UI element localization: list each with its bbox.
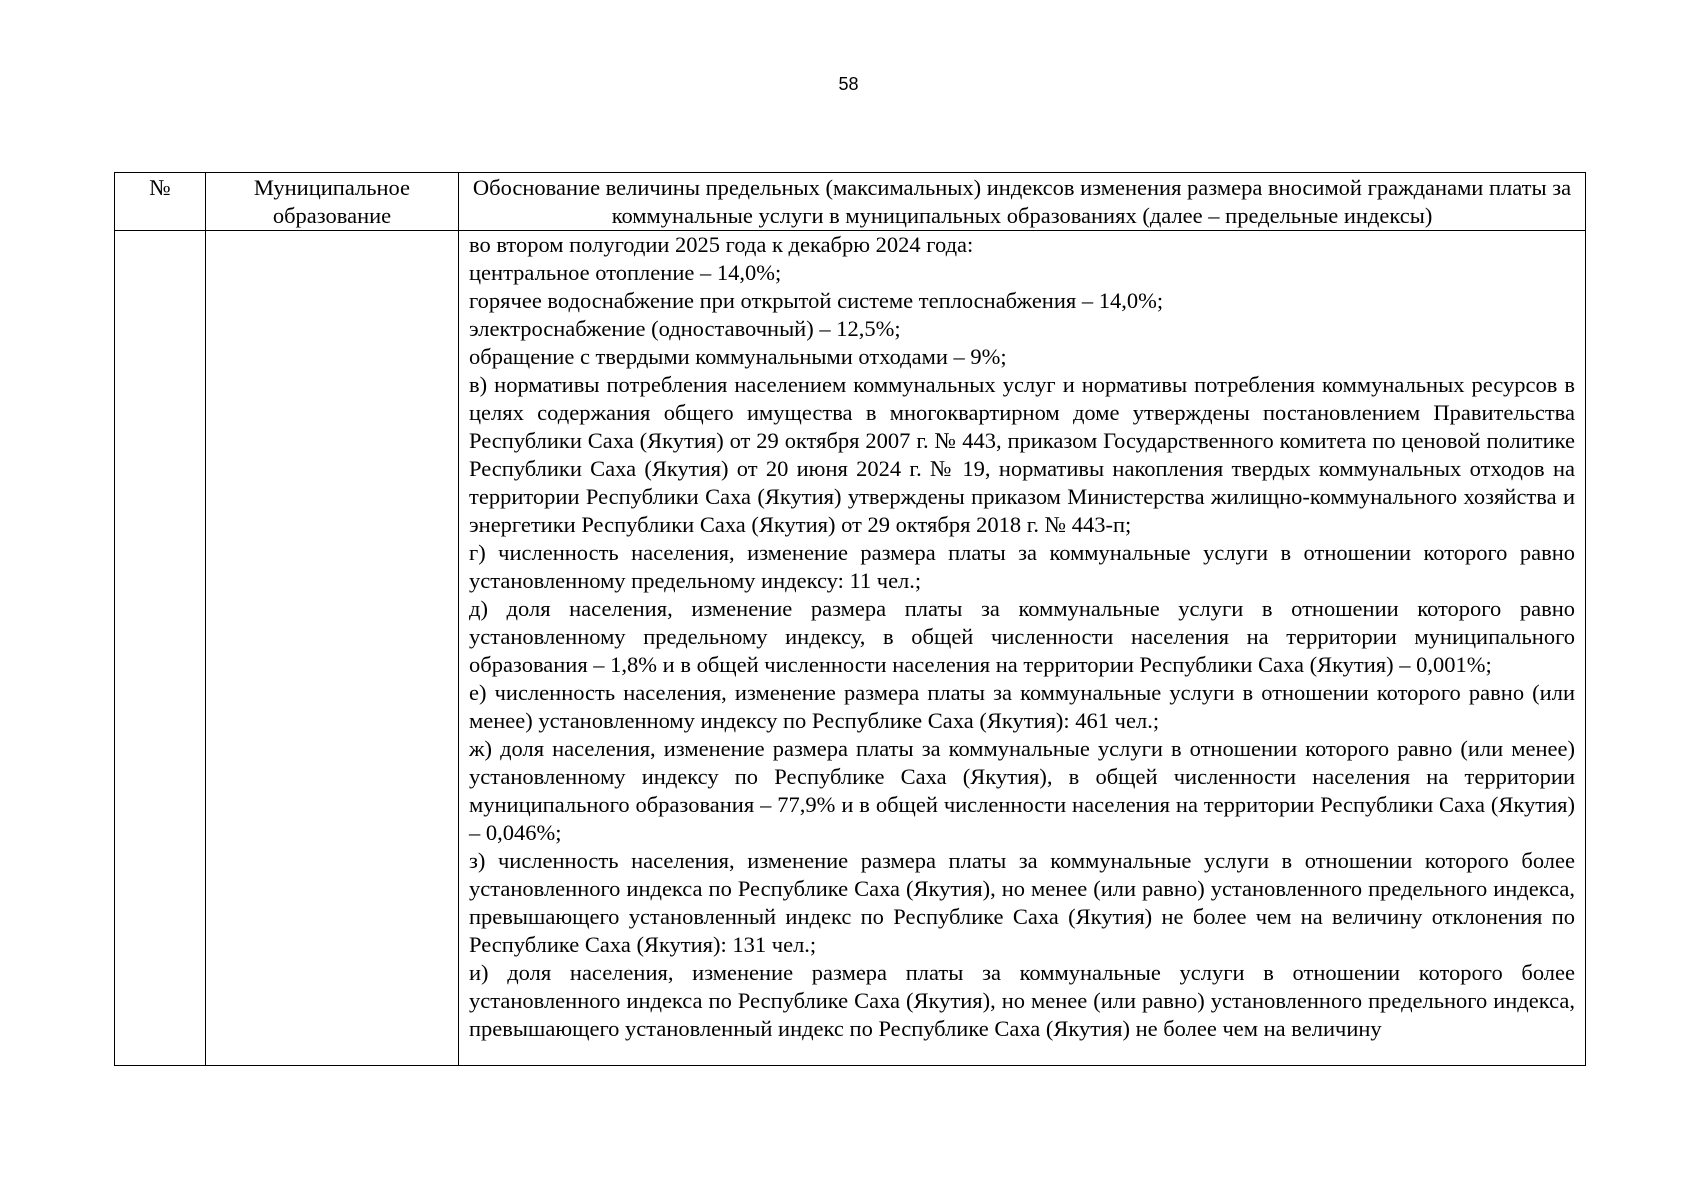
paragraph: во втором полугодии 2025 года к декабрю 2024 года:	[469, 232, 974, 257]
header-number: №	[115, 173, 206, 231]
cell-justification	[459, 231, 1586, 1066]
paragraph: горячее водоснабжение при открытой системе теплоснабжения – 14,0%;	[469, 288, 1164, 313]
paragraph: в) нормативы потребления населением коммунальных услуг и нормативы потребления коммунальных ресурсов в целях содержания общего имущества в многоквартирном доме утверждены постановлением Правительства Республики Саха (Якутия) от 29 октября 2007 г. № 443, приказом Государственного комитета по ценовой политике Республики Саха (Якутия) от 20 июня 2024 г. № 19, нормативы накопления твердых коммунальных отходов на территории Республики Саха (Якутия) утверждены приказом Министерства жилищно-коммунального хозяйства и энергетики Республики Саха (Якутия) от 29 октября 2018 г. № 443-п;	[469, 372, 1575, 537]
paragraph: ж) доля населения, изменение размера платы за коммунальные услуги в отношении которого равно (или менее) установленному индексу по Республике Саха (Якутия), в общей численности населения на территории муниципального образования – 77,9% и в общей численности населения на территории Республики Саха (Якутия) – 0,046%;	[469, 736, 1575, 845]
paragraph: з) численность населения, изменение размера платы за коммунальные услуги в отношении которого более установленного индекса по Республике Саха (Якутия), но менее (или равно) установленного предельного индекса, превышающего установленный индекс по Республике Саха (Якутия) не более чем на величину отклонения по Республике Саха (Якутия): 131 чел.;	[469, 848, 1575, 957]
paragraph: и) доля населения, изменение размера платы за коммунальные услуги в отношении которого более установленного индекса по Республике Саха (Якутия), но менее (или равно) установленного предельного индекса, превышающего установленный индекс по Республике Саха (Якутия) не более чем на величину	[469, 960, 1575, 1041]
table-header-row	[115, 173, 1586, 231]
header-justification: Обоснование величины предельных (максимальных) индексов изменения размера вносимой гражданами платы за коммунальные услуги в муниципальных образованиях (далее – предельные индексы)	[459, 173, 1586, 231]
page-number: 58	[838, 74, 859, 94]
paragraph: центральное отопление – 14,0%;	[469, 260, 782, 285]
paragraph: е) численность населения, изменение размера платы за коммунальные услуги в отношении которого равно (или менее) установленному индексу по Республике Саха (Якутия): 461 чел.;	[469, 680, 1575, 733]
cell-municipality	[206, 231, 459, 1066]
paragraph: д) доля населения, изменение размера платы за коммунальные услуги в отношении которого равно установленному предельному индексу, в общей численности населения на территории муниципального образования – 1,8% и в общей численности населения на территории Республики Саха (Якутия) – 0,001%;	[469, 596, 1575, 677]
paragraph: электроснабжение (одноставочный) – 12,5%;	[469, 316, 901, 341]
index-justification-table	[114, 172, 1586, 1066]
header-municipality: Муниципальное образование	[206, 173, 459, 231]
paragraph: г) численность населения, изменение размера платы за коммунальные услуги в отношении которого равно установленному предельному индексу: 11 чел.;	[469, 540, 1575, 593]
cell-number	[115, 231, 206, 1066]
table-row	[115, 231, 1586, 1066]
paragraph: обращение с твердыми коммунальными отходами – 9%;	[469, 344, 1007, 369]
